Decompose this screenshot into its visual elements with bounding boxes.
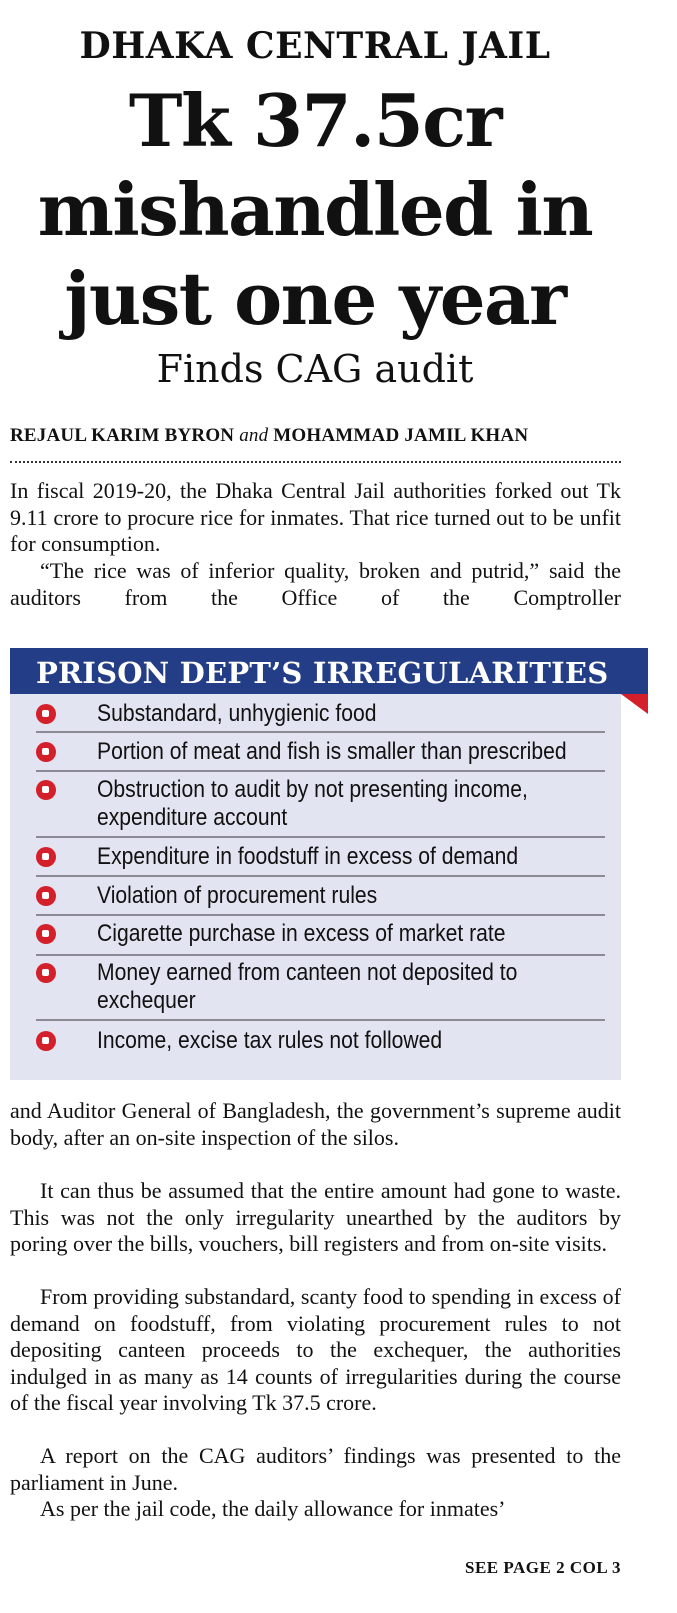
arrow-bullet-icon bbox=[36, 924, 56, 944]
list-item-text: Income, excise tax rules not followed bbox=[97, 1027, 443, 1054]
item-divider bbox=[36, 875, 605, 877]
item-divider bbox=[36, 1019, 605, 1021]
list-item-text: Money earned from canteen not deposited to exchequer bbox=[97, 959, 518, 1014]
body-paragraph: A report on the CAG auditors’ findings was presented to the parliament in June. bbox=[10, 1443, 621, 1495]
list-item-text: Substandard, unhygienic food bbox=[97, 700, 377, 727]
kicker: DHAKA CENTRAL JAIL bbox=[79, 25, 551, 67]
list-item-text: Portion of meat and fish is smaller than prescribed bbox=[97, 738, 567, 765]
arrow-bullet-icon bbox=[36, 847, 56, 867]
box-corner-accent bbox=[621, 694, 648, 714]
byline bbox=[10, 425, 528, 447]
list-item-text: Obstruction to audit by not presenting income, expenditure account bbox=[97, 776, 528, 831]
body-paragraph: In fiscal 2019-20, the Dhaka Central Jail authorities forked out Tk 9.11 crore to procure rice for inmates. That rice turned out to be unfit for consumption. bbox=[10, 478, 621, 556]
arrow-bullet-icon bbox=[36, 704, 56, 724]
body-paragraph: and Auditor General of Bangladesh, the government’s supreme audit body, after an on-site inspection of the silos. bbox=[10, 1098, 621, 1150]
arrow-bullet-icon bbox=[36, 1031, 56, 1051]
list-item-text: Cigarette purchase in excess of market rate bbox=[97, 920, 506, 947]
body-paragraph: As per the jail code, the daily allowance for inmates’ bbox=[40, 1496, 506, 1521]
arrow-bullet-icon bbox=[36, 886, 56, 906]
byline-divider bbox=[10, 461, 621, 463]
byline-author: REJAUL KARIM BYRON bbox=[10, 425, 235, 446]
byline-conjunction: and bbox=[239, 425, 269, 446]
arrow-bullet-icon bbox=[36, 742, 56, 762]
list-item-text: Expenditure in foodstuff in excess of demand bbox=[97, 843, 519, 870]
headline-line: Tk 37.5cr bbox=[128, 78, 502, 163]
arrow-bullet-icon bbox=[36, 780, 56, 800]
arrow-bullet-icon bbox=[36, 963, 56, 983]
body-paragraph: It can thus be assumed that the entire amount had gone to waste. This was not the only irregularity unearthed by the auditors by poring over the bills, vouchers, bill registers and from on-site visits. bbox=[10, 1178, 621, 1256]
list-item-text: Violation of procurement rules bbox=[97, 882, 378, 909]
item-divider bbox=[36, 836, 605, 838]
headline-line: mishandled in bbox=[37, 167, 593, 252]
headline-line: just one year bbox=[64, 256, 566, 341]
deck: Finds CAG audit bbox=[156, 347, 474, 391]
body-paragraph: “The rice was of inferior quality, broken and putrid,” said the auditors from the Office of the Comptroller bbox=[10, 558, 621, 610]
irregularities-box bbox=[10, 648, 648, 1080]
item-divider bbox=[36, 731, 605, 733]
item-divider bbox=[36, 914, 605, 916]
headline bbox=[0, 76, 630, 343]
item-divider bbox=[36, 954, 605, 956]
box-title: PRISON DEPT’S IRREGULARITIES bbox=[10, 648, 648, 694]
body-paragraph: From providing substandard, scanty food to spending in excess of demand on foodstuff, from violating procurement rules to not depositing canteen proceeds to the exchequer, the authorities indulged in as many as 14 counts of irregularities during the course of the fiscal year involving Tk 37.5 crore. bbox=[10, 1284, 621, 1415]
byline-author: MOHAMMAD JAMIL KHAN bbox=[273, 425, 529, 446]
item-divider bbox=[36, 770, 605, 772]
jump-line: SEE PAGE 2 COL 3 bbox=[465, 1558, 621, 1577]
